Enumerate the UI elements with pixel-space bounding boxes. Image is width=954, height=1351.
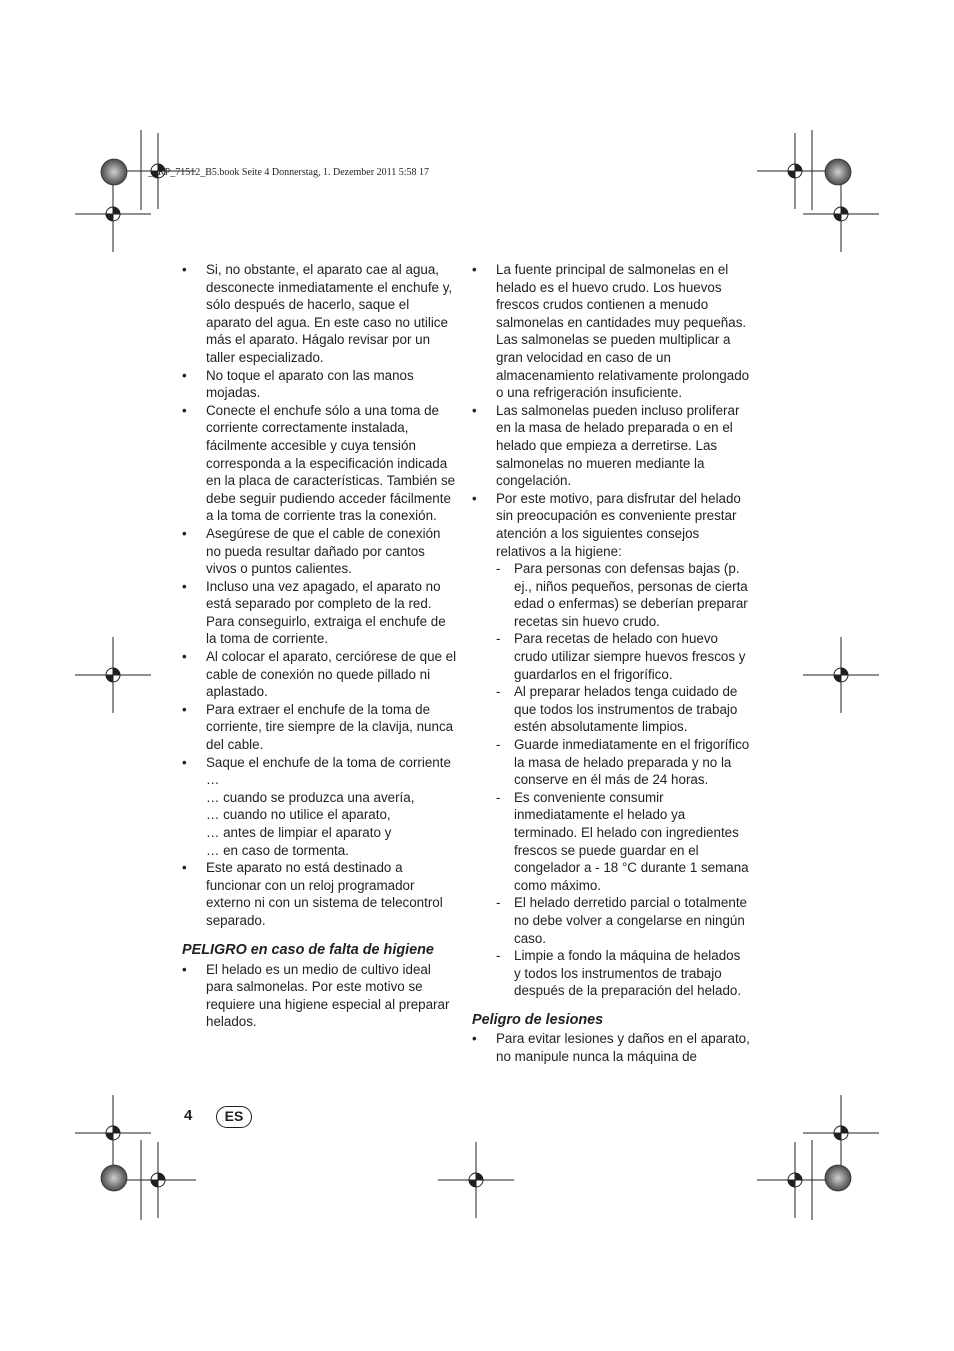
list-item: • Para evitar lesiones y daños en el aparato, no manipule nunca la máquina de	[472, 1030, 750, 1065]
section-heading-hygiene: PELIGRO en caso de falta de higiene	[182, 941, 434, 958]
unplug-case: … en caso de tormenta.	[206, 842, 349, 858]
registration-mark	[803, 637, 879, 713]
registration-mark	[438, 1142, 514, 1218]
tip-item: - Al preparar helados tenga cuidado de que todos los instrumentos de trabajo estén absolutamente limpios.	[496, 683, 750, 736]
hygiene-tips-list	[496, 560, 750, 1000]
list-item-unplug	[182, 754, 457, 860]
registration-mark	[120, 1142, 196, 1218]
salmonella-list	[472, 261, 750, 1000]
print-header: __RP_71512_B5.book Seite 4 Donnerstag, 1. Dezember 2011 5:58 17	[148, 167, 429, 178]
registration-mark	[757, 1142, 833, 1218]
language-badge: ES	[216, 1106, 252, 1128]
tips-intro: • Por este motivo, para disfrutar del helado sin preocupación es conveniente prestar atención a los siguientes consejos relativos a la higiene:	[496, 490, 741, 559]
color-target-mark	[825, 159, 851, 185]
registration-mark	[803, 176, 879, 252]
registration-mark	[757, 133, 833, 209]
safety-list	[182, 261, 457, 930]
tip-item: - Limpie a fondo la máquina de helados y todos los instrumentos de trabajo después de la preparación del helado.	[496, 947, 750, 1000]
list-item: • Conecte el enchufe sólo a una toma de corriente correctamente instalada, fácilmente accesible y cuya tensión corresponda a la especificación indicada en la placa de características. También se debe seguir pudiendo acceder fácilmente a la toma de corriente tras la conexión.	[182, 402, 457, 525]
unplug-case: … cuando no utilice el aparato,	[206, 807, 391, 823]
list-item: • Asegúrese de que el cable de conexión no pueda resultar dañado por cantos vivos o puntos calientes.	[182, 525, 457, 578]
registration-mark	[75, 176, 151, 252]
tip-item: - Es conveniente consumir inmediatamente el helado ya terminado. El helado con ingredientes frescos se puede guardar en el congelador a - 18 °C durante 1 semana como máximo.	[496, 789, 750, 895]
page-number: 4	[184, 1107, 193, 1124]
injury-list	[472, 1030, 750, 1065]
list-item: • Al colocar el aparato, cerciórese de que el cable de conexión no quede pillado ni aplastado.	[182, 648, 457, 701]
tip-item: - El helado derretido parcial o totalmente no debe volver a congelarse en ningún caso.	[496, 894, 750, 947]
registration-mark	[803, 1095, 879, 1171]
section-heading-injury: Peligro de lesiones	[472, 1011, 604, 1028]
registration-mark	[75, 637, 151, 713]
registration-mark	[75, 1095, 151, 1171]
color-target-mark	[825, 1165, 851, 1191]
list-item: • No toque el aparato con las manos mojadas.	[182, 367, 457, 402]
unplug-case: … cuando se produzca una avería,	[206, 789, 415, 805]
unplug-case: … antes de limpiar el aparato y	[206, 825, 392, 840]
registration-mark	[120, 133, 196, 209]
tip-item: - Guarde inmediatamente en el frigorífico la masa de helado preparada y no la conserve en él más de 24 horas.	[496, 736, 750, 789]
right-column	[472, 261, 750, 1065]
list-item: • Las salmonelas pueden incluso proliferar en la masa de helado preparada o en el helado que empieza a derretirse. Las salmonelas no mueren mediante la congelación.	[472, 402, 750, 490]
list-item: • Este aparato no está destinado a funcionar con un reloj programador externo ni con un sistema de telecontrol separado.	[182, 859, 457, 929]
left-column	[182, 261, 457, 1031]
list-item: • El helado es un medio de cultivo ideal para salmonelas. Por este motivo se requiere una higiene especial al preparar helados.	[182, 961, 457, 1031]
tip-item: - Para personas con defensas bajas (p. ej., niños pequeños, personas de cierta edad o enfermas) se deberían preparar recetas sin huevo crudo.	[496, 560, 750, 630]
tip-item: - Para recetas de helado con huevo crudo utilizar siempre huevos frescos y guardarlos en el frigorífico.	[496, 630, 750, 683]
list-item: • Si, no obstante, el aparato cae al agua, desconecte inmediatamente el enchufe y, sólo después de hacerlo, saque el aparato del agua. En este caso no utilice más el aparato. Hágalo revisar por un taller especializado.	[182, 261, 457, 367]
list-item: • La fuente principal de salmonelas en el helado es el huevo crudo. Los huevos frescos crudos contienen a menudo salmonelas en cantidades muy pequeñas. Las salmonelas se pueden multiplicar a gran velocidad en caso de un almacenamiento relativamente prolongado o una refrigeración insuficiente.	[472, 261, 750, 402]
color-target-mark	[101, 1165, 127, 1191]
list-item-tips	[472, 490, 750, 1000]
color-target-mark	[101, 159, 127, 185]
unplug-intro: • Saque el enchufe de la toma de corriente …	[206, 754, 451, 788]
list-item: • Incluso una vez apagado, el aparato no está separado por completo de la red. Para conseguirlo, extraiga el enchufe de la toma de corriente.	[182, 578, 457, 648]
list-item: • Para extraer el enchufe de la toma de corriente, tire siempre de la clavija, nunca del cable.	[182, 701, 457, 754]
hygiene-list	[182, 961, 457, 1031]
